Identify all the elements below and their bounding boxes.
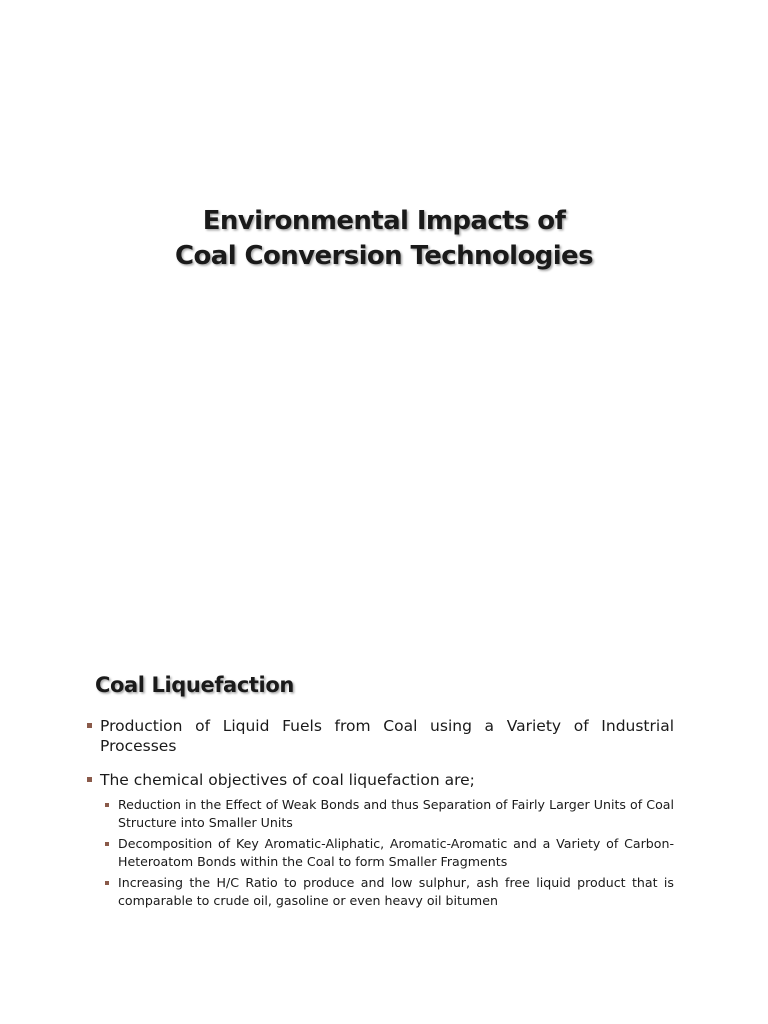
square-bullet-icon xyxy=(105,881,109,885)
sub-bullet-text: Decomposition of Key Aromatic-Aliphatic, Aromatic-Aromatic and a Variety of Carbon-Heteroatom Bonds within the Coal to form Smaller Fragments xyxy=(118,836,674,869)
square-bullet-icon xyxy=(105,803,109,807)
title-line-2: Coal Conversion Technologies xyxy=(175,241,593,271)
square-bullet-icon xyxy=(87,777,92,782)
title-line-1: Environmental Impacts of xyxy=(202,206,566,236)
bullet-text: Production of Liquid Fuels from Coal using a Variety of Industrial Processes xyxy=(100,717,674,755)
sub-bullet-text: Reduction in the Effect of Weak Bonds and thus Separation of Fairly Larger Units of Coal Structure into Smaller Units xyxy=(118,797,674,830)
bullet-list xyxy=(86,716,674,923)
sub-list-item xyxy=(86,835,674,870)
sub-bullet-list xyxy=(86,796,674,909)
bullet-text: The chemical objectives of coal liquefaction are; xyxy=(100,771,475,789)
page-title xyxy=(0,204,768,274)
sub-list-item xyxy=(86,796,674,831)
sub-list-item xyxy=(86,874,674,909)
square-bullet-icon xyxy=(87,723,92,728)
section-heading: Coal Liquefaction xyxy=(95,673,294,697)
square-bullet-icon xyxy=(105,842,109,846)
list-item xyxy=(86,716,674,756)
list-item xyxy=(86,770,674,909)
sub-bullet-text: Increasing the H/C Ratio to produce and low sulphur, ash free liquid product that is comparable to crude oil, gasoline or even heavy oil bitumen xyxy=(118,875,674,908)
